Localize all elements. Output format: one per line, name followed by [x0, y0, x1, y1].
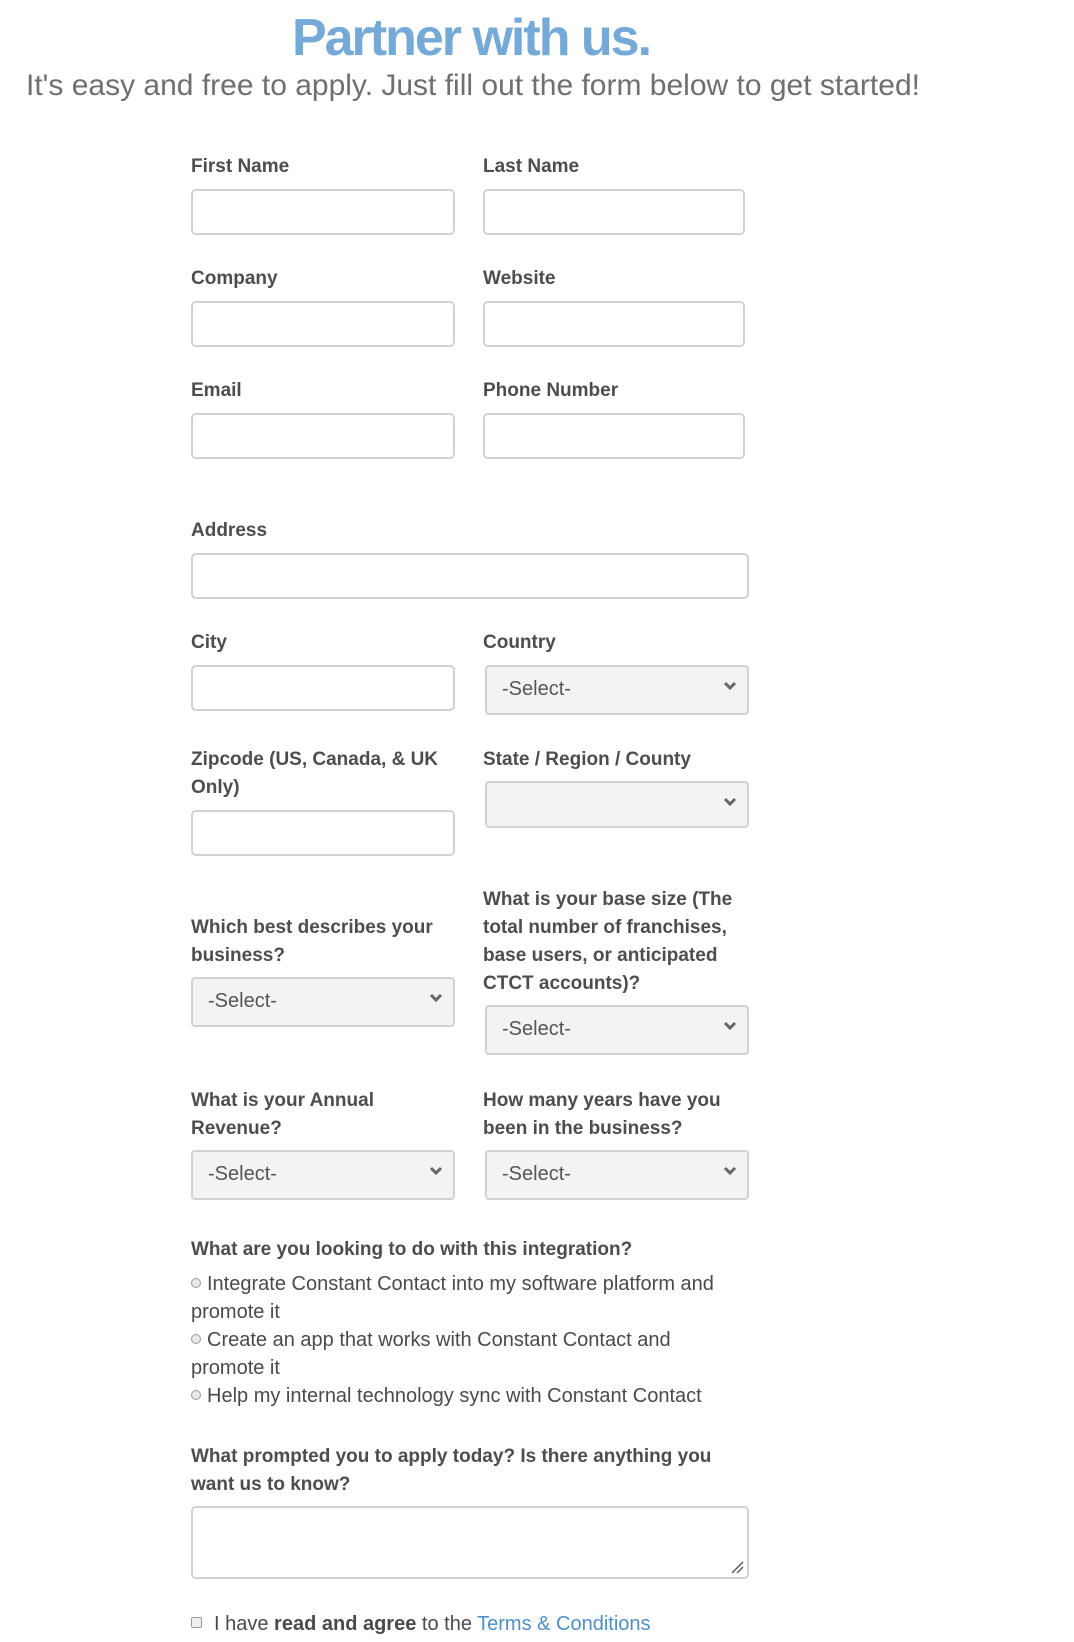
- phone-label: Phone Number: [483, 380, 619, 401]
- radio-button[interactable]: [191, 1334, 201, 1344]
- prompted-label-line2: want us to know?: [191, 1474, 351, 1495]
- business-type-select[interactable]: [191, 977, 455, 1027]
- first-name-input[interactable]: [191, 189, 455, 235]
- zipcode-label-line1: Zipcode (US, Canada, & UK: [191, 749, 439, 770]
- revenue-selected-value: -Select-: [208, 1163, 277, 1185]
- country-label: Country: [483, 632, 556, 653]
- chevron-down-icon: [723, 795, 737, 809]
- resize-grip-icon[interactable]: [730, 1560, 744, 1574]
- radio-button[interactable]: [191, 1278, 201, 1288]
- radio-button[interactable]: [191, 1390, 201, 1400]
- address-input[interactable]: [191, 553, 749, 599]
- terms-checkbox[interactable]: [191, 1617, 202, 1628]
- chevron-down-icon: [429, 991, 443, 1005]
- base-size-label-line2: total number of franchises,: [483, 917, 727, 938]
- years-label-line2: been in the business?: [483, 1118, 683, 1139]
- years-select[interactable]: [485, 1150, 749, 1200]
- page-subtitle: It's easy and free to apply. Just fill out the form below to get started!: [26, 69, 920, 102]
- integration-option-continued: promote it: [191, 1357, 280, 1379]
- chevron-down-icon: [723, 679, 737, 693]
- years-selected-value: -Select-: [502, 1163, 571, 1185]
- base-size-label-line1: What is your base size (The: [483, 889, 733, 910]
- base-size-label-line3: base users, or anticipated: [483, 945, 718, 966]
- integration-option-text: Integrate Constant Contact into my software platform and: [207, 1273, 714, 1295]
- integration-option[interactable]: [191, 1382, 702, 1410]
- phone-input[interactable]: [483, 413, 745, 459]
- business-type-label-line1: Which best describes your: [191, 917, 433, 938]
- first-name-label: First Name: [191, 156, 290, 177]
- page-title: Partner with us.: [291, 9, 651, 67]
- integration-option[interactable]: [191, 1270, 714, 1298]
- terms-middle: to the: [416, 1613, 478, 1635]
- website-input[interactable]: [483, 301, 745, 347]
- revenue-select[interactable]: [191, 1150, 455, 1200]
- terms-agreement: [191, 1610, 651, 1638]
- business-type-label-line2: business?: [191, 945, 285, 966]
- integration-option-text: Help my internal technology sync with Constant Contact: [207, 1385, 702, 1407]
- country-selected-value: -Select-: [502, 678, 571, 700]
- email-label: Email: [191, 380, 242, 401]
- last-name-input[interactable]: [483, 189, 745, 235]
- base-size-selected-value: -Select-: [502, 1018, 571, 1040]
- years-label-line1: How many years have you: [483, 1090, 721, 1111]
- integration-option-continued: promote it: [191, 1301, 280, 1323]
- integration-option[interactable]: [191, 1326, 671, 1354]
- terms-link[interactable]: Terms & Conditions: [477, 1613, 651, 1635]
- state-select[interactable]: [485, 781, 749, 828]
- chevron-down-icon: [723, 1164, 737, 1178]
- state-label: State / Region / County: [483, 749, 691, 770]
- integration-label: What are you looking to do with this integration?: [191, 1239, 633, 1260]
- prompted-textarea[interactable]: [191, 1506, 749, 1579]
- revenue-label-line2: Revenue?: [191, 1118, 282, 1139]
- country-select[interactable]: [485, 665, 749, 715]
- terms-bold: read and agree: [274, 1613, 417, 1635]
- company-input[interactable]: [191, 301, 455, 347]
- address-label: Address: [191, 520, 268, 541]
- zipcode-label-line2: Only): [191, 777, 240, 798]
- prompted-label-line1: What prompted you to apply today? Is there anything you: [191, 1446, 712, 1467]
- integration-option-text: Create an app that works with Constant Contact and: [207, 1329, 671, 1351]
- company-label: Company: [191, 268, 278, 289]
- base-size-label-line4: CTCT accounts)?: [483, 973, 641, 994]
- zipcode-input[interactable]: [191, 810, 455, 856]
- city-label: City: [191, 632, 227, 653]
- chevron-down-icon: [723, 1019, 737, 1033]
- email-input[interactable]: [191, 413, 455, 459]
- chevron-down-icon: [429, 1164, 443, 1178]
- city-input[interactable]: [191, 665, 455, 711]
- business-type-selected-value: -Select-: [208, 990, 277, 1012]
- terms-prefix: I have: [214, 1613, 275, 1635]
- revenue-label-line1: What is your Annual: [191, 1090, 374, 1111]
- website-label: Website: [483, 268, 556, 289]
- last-name-label: Last Name: [483, 156, 580, 177]
- base-size-select[interactable]: [485, 1005, 749, 1055]
